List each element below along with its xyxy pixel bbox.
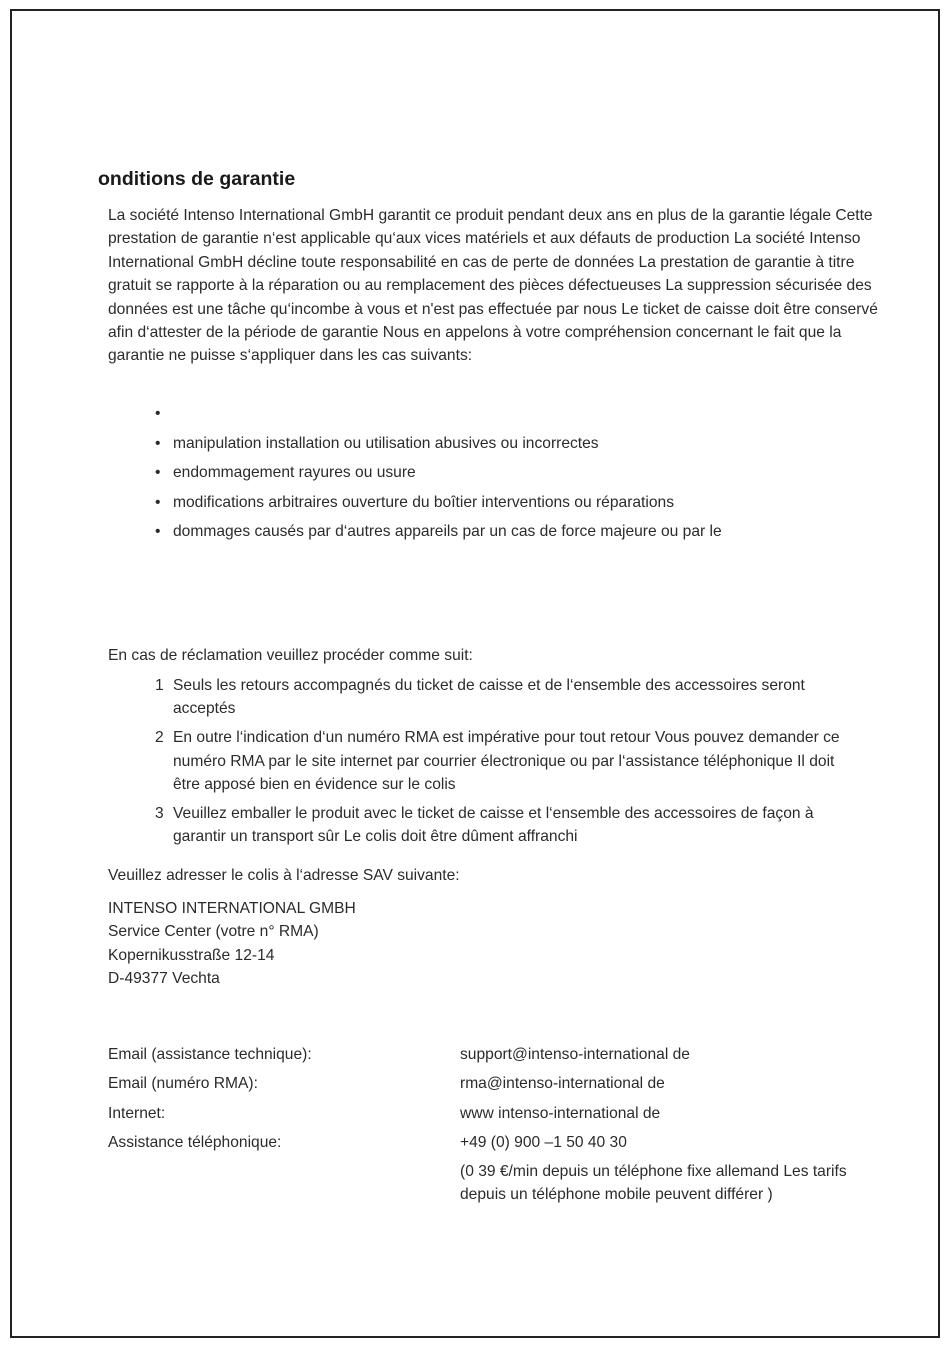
bullet-icon: • xyxy=(155,493,161,511)
step-text: En outre l‘indication d‘un numéro RMA est impérative pour tout retour Vous pouvez demander ce numéro RMA par le site internet par courrier électronique ou par l‘assistance téléphonique Il doit être apposé bien en évidence sur le colis xyxy=(173,729,840,794)
contact-label: Internet: xyxy=(108,1104,166,1122)
list-item-text: dommages causés par d‘autres appareils par un cas de force majeure ou par le xyxy=(173,523,722,540)
address-intro: Veuillez adresser le colis à l‘adresse SAV suivante: xyxy=(108,867,460,884)
step-text: Veuillez emballer le produit avec le ticket de caisse et l‘ensemble des accessoires de façon à garantir un transport sûr Le colis doit être dûment affranchi xyxy=(173,805,814,846)
address-line: Service Center (votre n° RMA) xyxy=(108,923,319,941)
page-title: onditions de garantie xyxy=(98,168,296,190)
contact-label: Assistance téléphonique: xyxy=(108,1134,282,1152)
contact-row xyxy=(108,1072,888,1101)
list-item xyxy=(155,458,722,488)
step-item xyxy=(155,726,855,796)
bullet-icon: • xyxy=(155,434,161,452)
contact-label: Email (assistance technique): xyxy=(108,1046,312,1063)
contact-value: www intenso-international de xyxy=(460,1104,661,1122)
list-item-text: endommagement rayures ou usure xyxy=(173,464,416,481)
contact-row xyxy=(108,1131,888,1160)
bullet-icon: • xyxy=(155,464,161,481)
step-item xyxy=(155,674,855,721)
contact-value: support@intenso-international de xyxy=(460,1046,690,1063)
contact-value: rma@intenso-international de xyxy=(460,1075,665,1093)
contact-value: +49 (0) 900 –1 50 40 30 xyxy=(460,1134,627,1152)
list-item xyxy=(155,517,722,547)
phone-rate-note: (0 39 €/min depuis un téléphone fixe allemand Les tarifs depuis un téléphone mobile peuvent différer ) xyxy=(460,1163,847,1204)
list-item-text: manipulation installation ou utilisation abusives ou incorrectes xyxy=(173,434,599,452)
list-item xyxy=(155,429,722,459)
step-text: Seuls les retours accompagnés du ticket de caisse et de l‘ensemble des accessoires seront acceptés xyxy=(173,677,805,718)
step-number: 3 xyxy=(155,805,164,823)
contact-row xyxy=(108,1102,888,1131)
step-number: 1 xyxy=(155,677,164,694)
step-number: 2 xyxy=(155,729,164,747)
claim-steps xyxy=(155,674,855,854)
exclusion-list xyxy=(155,399,722,547)
contact-label: Email (numéro RMA): xyxy=(108,1075,258,1093)
service-address xyxy=(108,897,356,991)
step-item xyxy=(155,802,855,849)
bullet-icon: • xyxy=(155,405,161,422)
bullet-icon: • xyxy=(155,523,161,540)
address-line: INTENSO INTERNATIONAL GMBH xyxy=(108,900,356,917)
list-item-text: modifications arbitraires ouverture du boîtier interventions ou réparations xyxy=(173,493,674,511)
contact-row xyxy=(108,1043,888,1072)
list-item xyxy=(155,488,722,518)
address-line: Kopernikusstraße 12-14 xyxy=(108,946,275,964)
list-item xyxy=(155,399,722,429)
intro-paragraph: La société Intenso International GmbH garantit ce produit pendant deux ans en plus de la garantie légale Cette prestation de garantie n‘est applicable qu‘aux vices matériels et aux défauts de production La société Intenso International GmbH décline toute responsabilité en cas de perte de données La prestation de garantie à titre gratuit se rapporte à la réparation ou au remplacement des pièces défectueuses La suppression sécurisée des données est une tâche qu‘incombe à vous et n'est pas effectuée par nous Le ticket de caisse doit être conservé afin d‘attester de la période de garantie Nous en appelons à votre compréhension concernant le fait que la garantie ne puisse s‘appliquer dans les cas suivants: xyxy=(108,207,878,365)
contact-table xyxy=(108,1043,888,1161)
address-line: D-49377 Vechta xyxy=(108,970,220,988)
claim-intro: En cas de réclamation veuillez procéder comme suit: xyxy=(108,647,473,664)
